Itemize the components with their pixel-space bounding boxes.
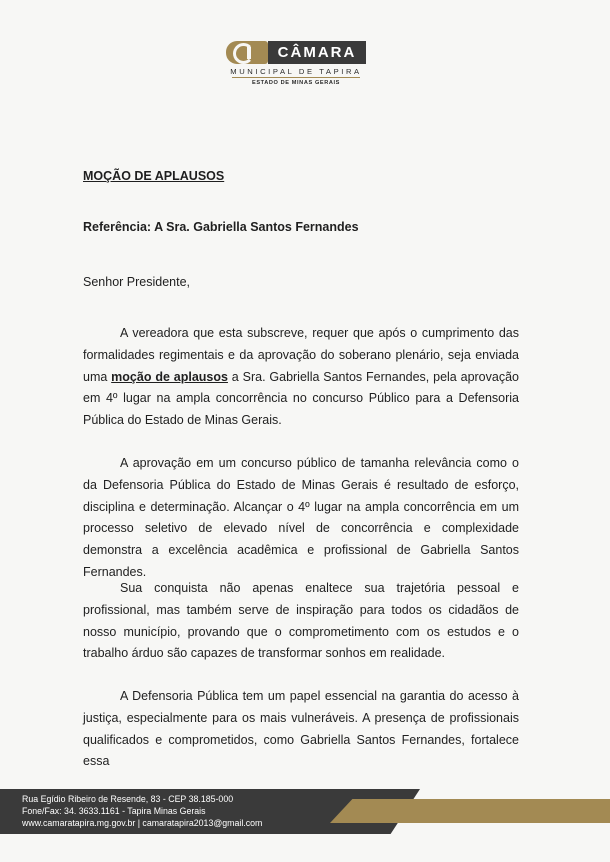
paragraph-2: A aprovação em um concurso público de tamanha relevância como o da Defensoria Pública do Estado de Minas Gerais é resultado de esforço, disciplina e determinação. Alcançar o 4º lugar na ampla concorrência em um processo seletivo de elevado nível de concorrência e complexidade demonstra a excelência acadêmica e profissional de Gabriella Santos Fernandes. [83,456,519,579]
letterhead-logo [226,40,366,92]
logo-state: ESTADO DE MINAS GERAIS [252,80,340,86]
paragraph-1-text-end: a Sra. Gabriella Santos Fernandes, pela aprovação em 4º lugar na ampla concorrência no concurso Público para a Defensoria Pública do Estado de Minas Gerais. [83,369,519,428]
camara-emblem-icon [226,41,268,64]
footer-phone: Fone/Fax: 34. 3633.1161 - Tapira Minas Gerais [22,806,206,816]
paragraph-4: A Defensoria Pública tem um papel essencial na garantia do acesso à justiça, especialmente para os mais vulneráveis. A presença de profissionais qualificados e comprometidos, como Gabriella Santos Fernandes, fortalece essa [83,689,519,769]
logo-name: CÂMARA [268,41,366,64]
logo-subtitle: MUNICIPAL DE TAPIRA [230,67,362,76]
paragraph-3: Sua conquista não apenas enaltece sua trajetória pessoal e profissional, mas também serve de inspiração para todos os cidadãos de nosso município, provando que o comprometimento com os estudos e o trabalho árduo são capazes de transformar sonhos em realidade. [83,581,519,661]
paragraph-1-text-start: A vereadora que esta subscreve, requer que após o cumprimento das formalidades regimentais e da aprovação do soberano plenário, seja enviada uma [83,326,519,384]
footer-gold-stripe [330,799,610,823]
footer-contact: www.camaratapira.mg.gov.br | camaratapira2013@gmail.com [22,818,263,828]
salutation: Senhor Presidente, [83,275,191,289]
footer-band [0,789,610,834]
document-title: MOÇÃO DE APLAUSOS [83,169,225,183]
paragraph-1 [83,323,519,432]
logo-divider [232,77,360,78]
footer-address: Rua Egídio Ribeiro de Resende, 83 - CEP 38.185-000 [22,794,234,804]
reference-line: Referência: A Sra. Gabriella Santos Fernandes [83,220,359,234]
paragraph-1-emphasis: moção de aplausos [111,369,228,384]
